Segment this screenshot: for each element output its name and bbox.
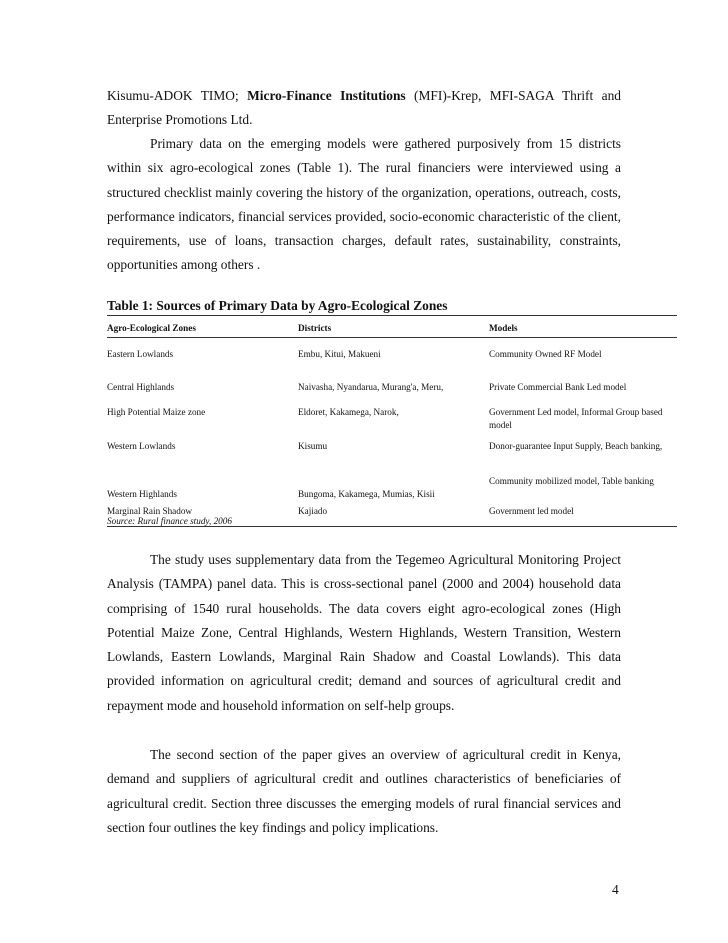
table-cell: Naivasha, Nyandarua, Murang'a, Meru, xyxy=(298,382,444,392)
table-cell: Community mobilized model, Table banking xyxy=(489,476,654,486)
para1-prefix: Kisumu-ADOK TIMO; xyxy=(107,88,248,103)
sources-table xyxy=(107,315,677,527)
table-cell: Bungoma, Kakamega, Mumias, Kisii xyxy=(298,489,435,499)
table-cell: Donor-guarantee Input Supply, Beach banking, xyxy=(489,441,663,451)
table-cell: Marginal Rain Shadow xyxy=(107,506,193,516)
header-models: Models xyxy=(489,323,518,333)
table-cell: Eldoret, Kakamega, Narok, xyxy=(298,407,399,417)
para1-suffix: (MFI)-Krep, MFI-SAGA Thrift and Enterprise Promotions Ltd. xyxy=(107,88,622,128)
table-cell: Government led model xyxy=(489,506,574,516)
paragraph-primary-data: Primary data on the emerging models were gathered purposively from 15 districts within six agro-ecological zones (Table 1). The rural financiers were interviewed using a structured checklist mainly covering the history of the organization, operations, outreach, costs, performance indicators, financial services provided, socio-economic characteristic of the client, requirements, use of loans, transaction charges, default rates, sustainability, constraints, opportunities among others . xyxy=(107,136,621,273)
paragraph-supplementary-data: The study uses supplementary data from the Tegemeo Agricultural Monitoring Project Analysis (TAMPA) panel data. This is cross-sectional panel (2000 and 2004) household data comprising of 1540 rural households. The data covers eight agro-ecological zones (High Potential Maize Zone, Central Highlands, Western Highlands, Western Transition, Western Lowlands, Eastern Lowlands, Marginal Rain Shadow and Coastal Lowlands). This data provided information on agricultural credit; demand and sources of agricultural credit and repayment mode and household information on self-help groups. xyxy=(107,552,621,713)
header-districts: Districts xyxy=(298,323,332,333)
table-cell: Central Highlands xyxy=(107,382,175,392)
table-source-note: Source: Rural finance study, 2006 xyxy=(107,516,232,526)
page-number: 4 xyxy=(612,882,619,897)
table-cell: Kajiado xyxy=(298,506,328,516)
table-cell: Embu, Kitui, Makueni xyxy=(298,349,381,359)
table-cell: Private Commercial Bank Led model xyxy=(489,382,627,392)
table-title: Table 1: Sources of Primary Data by Agro-Ecological Zones xyxy=(107,298,448,313)
table-cell: Community Owned RF Model xyxy=(489,349,602,359)
header-zones: Agro-Ecological Zones xyxy=(107,323,196,333)
table-body xyxy=(107,338,677,526)
table-cell: Kisumu xyxy=(298,441,328,451)
table-cell: Eastern Lowlands xyxy=(107,349,174,359)
table-cell: Western Highlands xyxy=(107,489,177,499)
paragraph-paper-outline: The second section of the paper gives an overview of agricultural credit in Kenya, demand and suppliers of agricultural credit and outlines characteristics of beneficiaries of agricultural credit. Section three discusses the emerging models of rural financial services and section four outlines the key findings and policy implications. xyxy=(107,747,621,835)
table-cell: Government Led model, Informal Group based model xyxy=(489,407,663,430)
table-cell: High Potential Maize zone xyxy=(107,407,206,417)
table-cell: Western Lowlands xyxy=(107,441,176,451)
paragraph-institutions xyxy=(107,84,621,133)
table-header-row xyxy=(107,316,677,338)
para1-bold-term: Micro-Finance Institutions xyxy=(247,88,406,103)
